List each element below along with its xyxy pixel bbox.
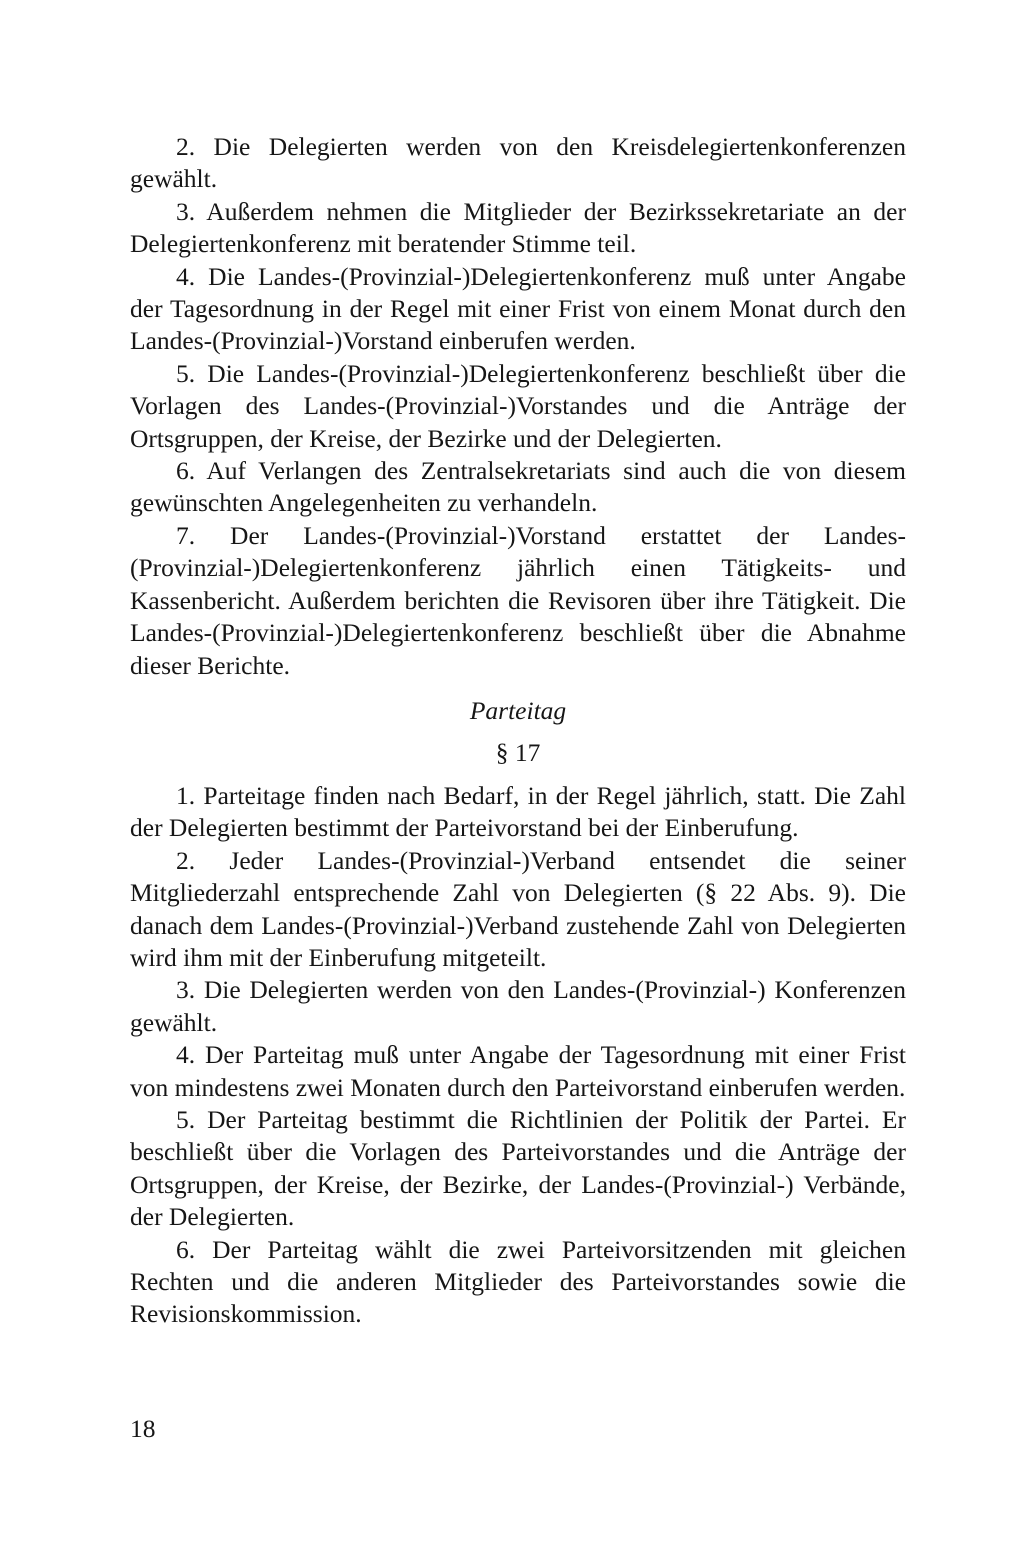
paragraph-4-congress-convening: 4. Der Parteitag muß unter Angabe der Tagesordnung mit einer Frist von mindestens zwei Monaten durch den Parteivorstand einberufen werden. xyxy=(130,1040,906,1102)
paragraph-3-congress-delegates: 3. Die Delegierten werden von den Landes-(Provinzial-) Konferenzen gewählt. xyxy=(130,975,906,1037)
paragraph-6-central-secretariat: 6. Auf Verlangen des Zentralsekretariats sind auch die von diesem gewünschten Angelegenheiten zu verhandeln. xyxy=(130,456,906,518)
section-title: Parteitag xyxy=(469,695,567,725)
paragraph-2-delegates: 2. Die Delegierten werden von den Kreisdelegiertenkonferenzen gewählt. xyxy=(130,132,906,194)
body-text xyxy=(130,131,906,1331)
page-number: 18 xyxy=(130,1414,156,1443)
paragraph-7-reports: 7. Der Landes-(Provinzial-)Vorstand erstattet der Landes-(Provinzial-)Delegiertenkonferenz jährlich einen Tätigkeits- und Kassenbericht. Außerdem berichten die Revisoren über ihre Tätigkeit. Die Landes-(Provinzial-)Delegiertenkonferenz beschließt über die Abnahme dieser Berichte. xyxy=(130,520,906,680)
paragraph-5-resolutions: 5. Die Landes-(Provinzial-)Delegiertenkonferenz beschließt über die Vorlagen des Landes-(Provinzial-)Vorstandes und die Anträge der Ortsgruppen, der Kreise, der Bezirke und der Delegierten. xyxy=(130,358,906,453)
paragraph-4-convening: 4. Die Landes-(Provinzial-)Delegiertenkonferenz muß unter Angabe der Tagesordnung in der Regel mit einer Frist von einem Monat durch den Landes-(Provinzial-)Vorstand einberufen werden. xyxy=(130,261,906,356)
paragraph-1-party-congress: 1. Parteitage finden nach Bedarf, in der Regel jährlich, statt. Die Zahl der Delegierten bestimmt der Parteivorstand bei der Einberufung. xyxy=(130,780,906,843)
paragraph-2-state-associations: 2. Jeder Landes-(Provinzial-)Verband entsendet die seiner Mitgliederzahl entsprechende Zahl von Delegierten (§ 22 Abs. 9). Die danach dem Landes-(Provinzial-)Verband zustehende Zahl von Delegierten wird ihm mit der Einberufung mitgeteilt. xyxy=(130,845,906,972)
paragraph-6-election: 6. Der Parteitag wählt die zwei Parteivorsitzenden mit gleichen Rechten und die anderen Mitglieder des Parteivorstandes sowie die Revisionskommission. xyxy=(130,1234,906,1329)
section-number: § 17 xyxy=(495,737,541,767)
paragraph-3-district-secretariats: 3. Außerdem nehmen die Mitglieder der Bezirkssekretariate an der Delegiertenkonferenz mit beratender Stimme teil. xyxy=(130,196,906,259)
paragraph-5-guidelines: 5. Der Parteitag bestimmt die Richtlinien der Politik der Partei. Er beschließt über die Vorlagen des Parteivorstandes und die Anträge der Ortsgruppen, der Kreise, der Bezirke, der Landes-(Provinzial-) Verbände, der Delegierten. xyxy=(130,1104,906,1232)
